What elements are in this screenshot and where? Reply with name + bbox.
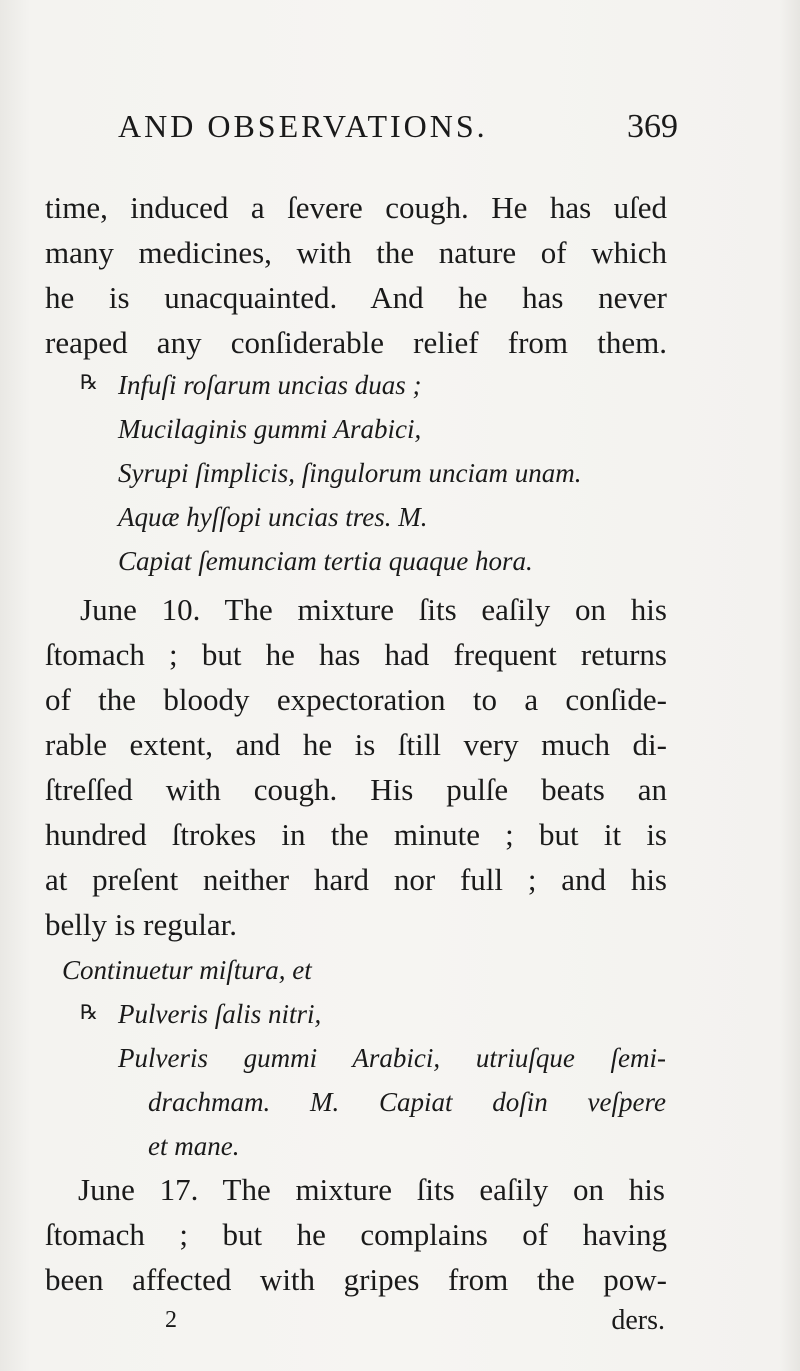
text-line: many medicines, with the nature of which xyxy=(45,235,667,270)
text-line: belly is regular. xyxy=(45,907,237,942)
prescription-symbol: ℞ xyxy=(80,370,98,394)
page-header xyxy=(118,108,678,152)
signature-mark: 2 xyxy=(165,1307,177,1333)
prescription-line: et mane. xyxy=(148,1131,240,1161)
running-head: AND OBSERVATIONS. xyxy=(118,108,488,144)
catchword: ders. xyxy=(611,1305,665,1336)
prescription-line: Capiat ſemunciam tertia quaque hora. xyxy=(118,546,533,576)
prescription-symbol: ℞ xyxy=(80,1000,98,1024)
prescription-line: Continuetur miſtura, et xyxy=(62,955,312,985)
text-line: been affected with gripes from the pow- xyxy=(45,1262,667,1297)
prescription-line: Infuſi roſarum uncias duas ; xyxy=(118,370,422,400)
text-line: ſtomach ; but he complains of having xyxy=(45,1217,667,1252)
text-line: ſtreſſed with cough. His pulſe beats an xyxy=(45,772,667,807)
prescription-line: Pulveris ſalis nitri, xyxy=(118,999,322,1029)
text-line: he is unacquainted. And he has never xyxy=(45,280,667,315)
text-line: time, induced a ſevere cough. He has uſed xyxy=(45,190,667,225)
prescription-line: Pulveris gummi Arabici, utriuſque ſemi- xyxy=(118,1043,666,1073)
text-line: reaped any conſiderable relief from them. xyxy=(45,325,667,360)
text-line: June 10. The mixture ſits eaſily on his xyxy=(80,592,667,627)
text-line: June 17. The mixture ſits eaſily on his xyxy=(78,1172,665,1207)
prescription-line: Syrupi ſimplicis, ſingulorum unciam unam. xyxy=(118,458,582,488)
text-line: at preſent neither hard nor full ; and his xyxy=(45,862,667,897)
prescription-line: drachmam. M. Capiat doſin veſpere xyxy=(148,1087,666,1117)
page-number: 369 xyxy=(627,108,678,145)
text-line: ſtomach ; but he has had frequent returns xyxy=(45,637,667,672)
prescription-line: Aquæ hyſſopi uncias tres. M. xyxy=(118,502,428,532)
text-line: hundred ſtrokes in the minute ; but it is xyxy=(45,817,667,852)
prescription-line: Mucilaginis gummi Arabici, xyxy=(118,414,422,444)
text-line: rable extent, and he is ſtill very much di- xyxy=(45,727,667,762)
text-line: of the bloody expectoration to a conſide- xyxy=(45,682,667,717)
